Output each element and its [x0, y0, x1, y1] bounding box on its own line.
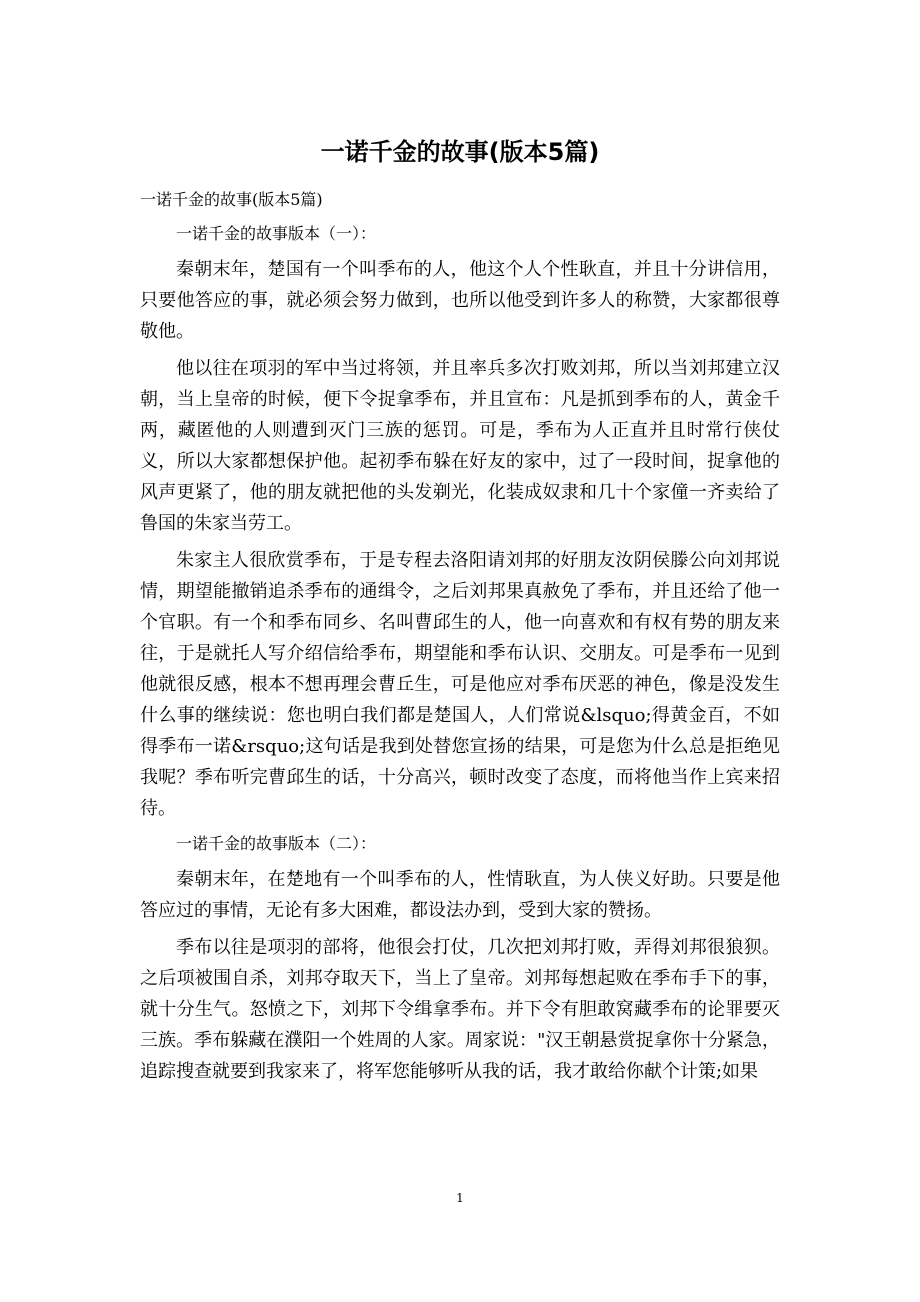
- paragraph-1: 秦朝末年，楚国有一个叫季布的人，他这个人个性耿直，并且十分讲信用，只要他答应的事，就必须会努力做到，也所以他受到许多人的称赞，大家都很尊敬他。: [140, 259, 780, 342]
- paragraph-5: 季布以往是项羽的部将，他很会打仗，几次把刘邦打败，弄得刘邦很狼狈。之后项被围自杀，刘邦夺取天下，当上了皇帝。刘邦每想起败在季布手下的事，就十分生气。怒愤之下，刘邦下令缉拿季布。并下令有胆敢窝藏季布的论罪要灭三族。季布躲藏在濮阳一个姓周的人家。周家说："汉王朝悬赏捉拿你十分紧急，追踪搜查就要到我家来了，将军您能够听从我的话，我才敢给你献个计策;如果: [140, 937, 780, 1082]
- document-subtitle: 一诺千金的故事(版本5篇): [140, 190, 323, 209]
- section-heading-2: 一诺千金的故事版本（二）：: [176, 834, 377, 853]
- page-number: 1: [456, 1191, 464, 1205]
- paragraph-4: 秦朝末年，在楚地有一个叫季布的人，性情耿直，为人侠义好助。只要是他答应过的事情，无论有多大困难，都设法办到，受到大家的赞扬。: [140, 869, 780, 921]
- document-title: 一诺千金的故事(版本5篇): [320, 138, 600, 166]
- paragraph-2: 他以往在项羽的军中当过将领，并且率兵多次打败刘邦，所以当刘邦建立汉朝，当上皇帝的时候，便下令捉拿季布，并且宣布：凡是抓到季布的人，黄金千两，藏匿他的人则遭到灭门三族的惩罚。可是，季布为人正直并且时常行侠仗义，所以大家都想保护他。起初季布躲在好友的家中，过了一段时间，捉拿他的风声更紧了，他的朋友就把他的头发剃光，化装成奴隶和几十个家僮一齐卖给了鲁国的朱家当劳工。: [140, 358, 780, 534]
- paragraph-3: 朱家主人很欣赏季布，于是专程去洛阳请刘邦的好朋友汝阴侯滕公向刘邦说情，期望能撤销追杀季布的通缉令，之后刘邦果真赦免了季布，并且还给了他一个官职。有一个和季布同乡、名叫曹邱生的人，他一向喜欢和有权有势的朋友来往，于是就托人写介绍信给季布，期望能和季布认识、交朋友。可是季布一见到他就很反感，根本不想再理会曹丘生，可是他应对季布厌恶的神色，像是没发生什么事的继续说：您也明白我们都是楚国人，人们常说&lsquo;得黄金百，不如得季布一诺&rsquo;这句话是我到处替您宣扬的结果，可是您为什么总是拒绝见我呢？季布听完曹邱生的话，十分高兴，顿时改变了态度，而将他当作上宾来招待。: [140, 550, 780, 819]
- section-heading-1: 一诺千金的故事版本（一）：: [176, 224, 377, 243]
- document-body: [140, 186, 780, 1093]
